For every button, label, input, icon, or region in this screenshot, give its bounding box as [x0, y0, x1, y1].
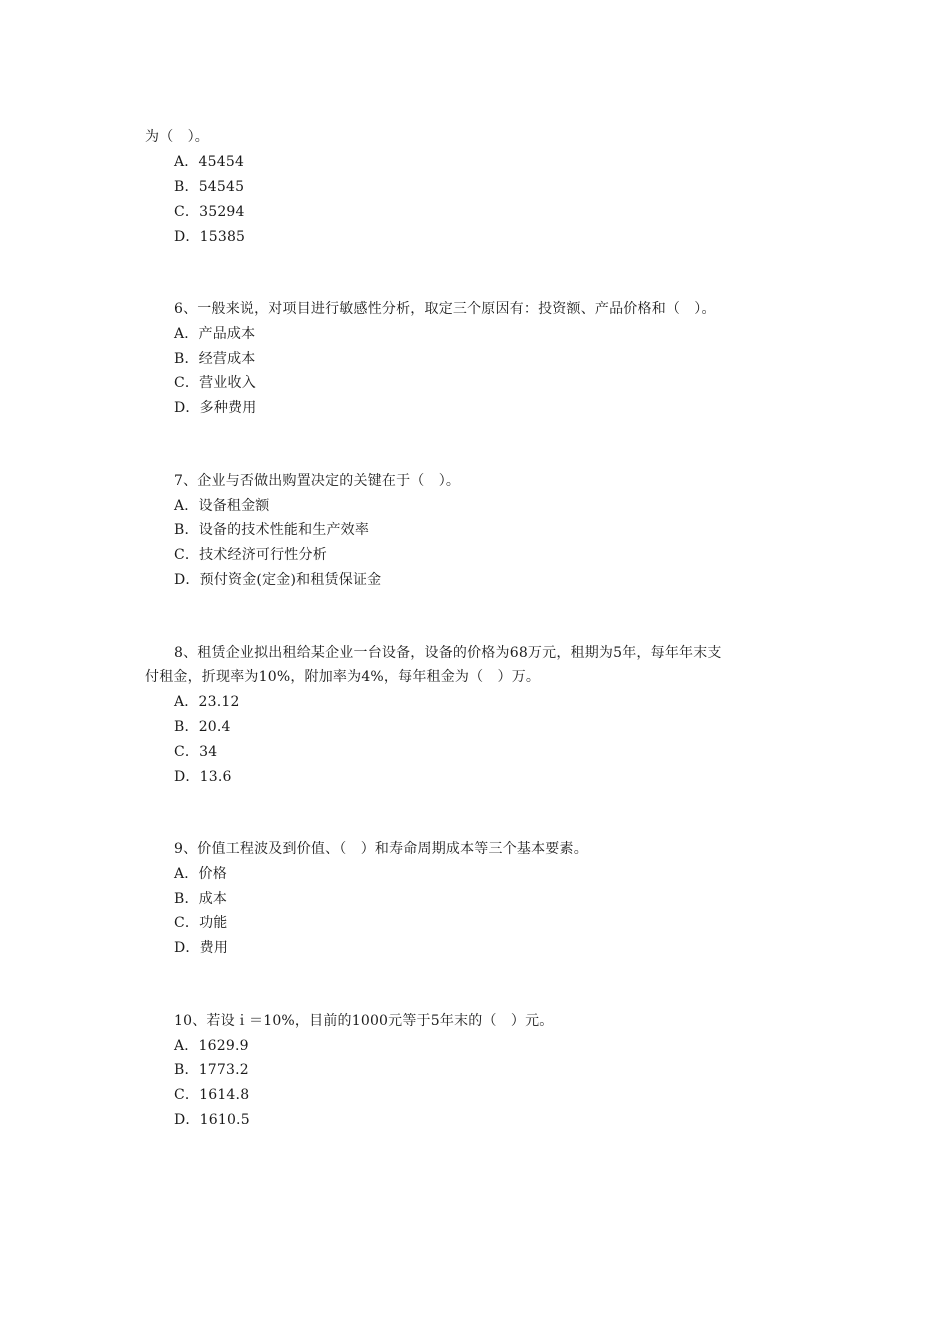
- q6-option-d: D．多种费用: [174, 400, 257, 416]
- q9-stem: 9、价值工程波及到价值、（ ）和寿命周期成本等三个基本要素。: [174, 841, 588, 857]
- q8-option-a: A．23.12: [174, 694, 240, 710]
- q6-stem: 6、一般来说，对项目进行敏感性分析，取定三个原因有：投资额、产品价格和（ ）。: [174, 301, 716, 317]
- q10-option-c: C．1614.8: [174, 1087, 250, 1103]
- q7-stem: 7、企业与否做出购置决定的关键在于（ ）。: [174, 473, 461, 489]
- q7-option-b: B．设备的技术性能和生产效率: [174, 522, 370, 538]
- q8-option-b: B．20.4: [174, 719, 231, 735]
- q7-option-a: A．设备租金额: [174, 498, 270, 514]
- q6-option-a: A．产品成本: [174, 326, 256, 342]
- q9-option-b: B．成本: [174, 891, 228, 907]
- q5-stem-tail: 为（ ）。: [145, 129, 209, 145]
- q8-option-c: C．34: [174, 744, 218, 760]
- q8-option-d: D．13.6: [174, 769, 232, 785]
- q9-option-c: C．功能: [174, 915, 228, 931]
- q8-stem-line2: 付租金，折现率为10%，附加率为4%，每年租金为（ ）万。: [145, 669, 541, 685]
- q6-option-c: C．营业收入: [174, 375, 256, 391]
- q5-option-a: A．45454: [174, 154, 245, 170]
- q7-option-d: D．预付资金(定金)和租赁保证金: [174, 572, 382, 588]
- q5-option-d: D．15385: [174, 229, 246, 245]
- q9-option-d: D．费用: [174, 940, 229, 956]
- q9-option-a: A．价格: [174, 866, 227, 882]
- q8-stem-line1: 8、租赁企业拟出租给某企业一台设备，设备的价格为68万元，租期为5年，每年年末支: [174, 645, 722, 661]
- q7-option-c: C．技术经济可行性分析: [174, 547, 327, 563]
- q10-stem: 10、若设ｉ＝10%，目前的1000元等于5年末的（ ）元。: [174, 1013, 554, 1029]
- q6-option-b: B．经营成本: [174, 351, 256, 367]
- q5-option-b: B．54545: [174, 179, 245, 195]
- q10-option-d: D．1610.5: [174, 1112, 250, 1128]
- q5-option-c: C．35294: [174, 204, 245, 220]
- q10-option-a: A．1629.9: [174, 1038, 249, 1054]
- q10-option-b: B．1773.2: [174, 1062, 249, 1078]
